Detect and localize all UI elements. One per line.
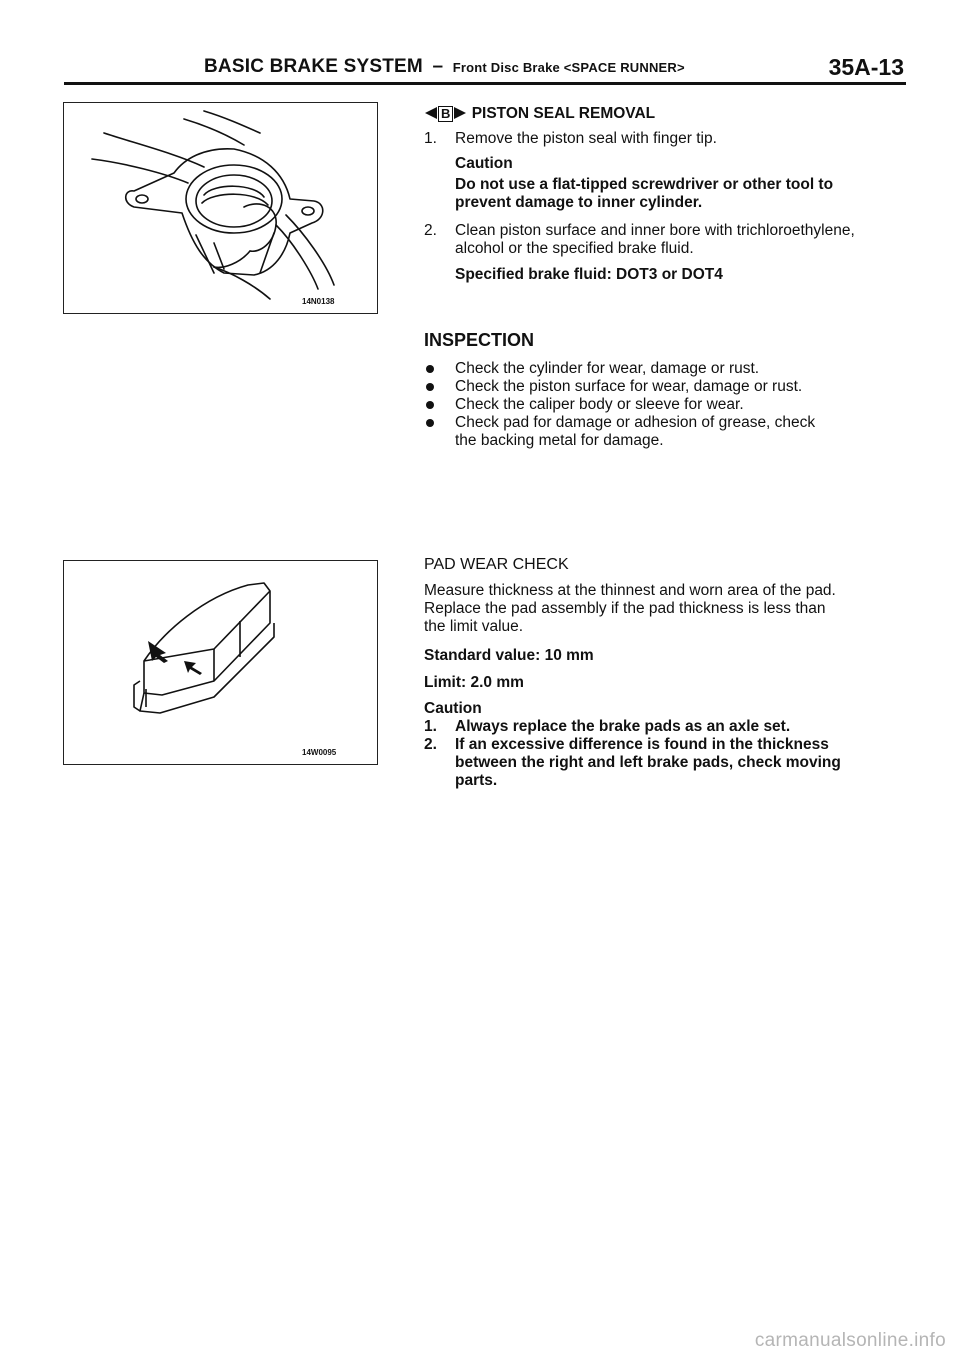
- triangle-right-icon: [453, 106, 467, 120]
- triangle-left-icon: [424, 106, 438, 120]
- brake-pad-illustration: [64, 561, 377, 764]
- page-number: 35A-13: [828, 54, 904, 80]
- piston-seal-title: PISTON SEAL REMOVAL: [471, 105, 656, 122]
- caution-text-1a: Do not use a flat-tipped screwdriver or other tool to: [455, 176, 834, 193]
- bullet-icon: [426, 383, 434, 391]
- pad-wear-heading: PAD WEAR CHECK: [424, 556, 569, 573]
- caution-2-item-2-c: parts.: [455, 772, 498, 789]
- pad-wear-line-2: Replace the pad assembly if the pad thickness is less than: [424, 600, 826, 617]
- header-dash: –: [432, 56, 444, 77]
- page-header: [64, 52, 904, 82]
- caution-2-item-2-b: between the right and left brake pads, check moving: [455, 754, 841, 771]
- caliper-illustration: [64, 103, 377, 313]
- piston-seal-heading: [424, 105, 655, 123]
- step-2-text-b: alcohol or the specified brake fluid.: [455, 240, 694, 257]
- inspection-item-1: Check the cylinder for wear, damage or rust.: [455, 360, 760, 377]
- header-title: [204, 56, 685, 78]
- figure-code-1: 14N0138: [302, 297, 335, 306]
- inspection-item-2: Check the piston surface for wear, damage or rust.: [455, 378, 803, 395]
- inspection-heading: INSPECTION: [424, 330, 535, 350]
- bullet-icon: [426, 401, 434, 409]
- step-1-text: Remove the piston seal with finger tip.: [455, 130, 717, 147]
- caution-2-item-1-number: 1.: [424, 718, 437, 735]
- standard-value: Standard value: 10 mm: [424, 647, 594, 664]
- step-1-number: 1.: [424, 130, 437, 147]
- caution-label-2: Caution: [424, 700, 482, 717]
- figure-piston-seal: [63, 102, 378, 314]
- step-2-text-a: Clean piston surface and inner bore with trichloroethylene,: [455, 222, 855, 239]
- header-section: BASIC BRAKE SYSTEM: [204, 56, 423, 77]
- caution-2-item-2-number: 2.: [424, 736, 437, 753]
- right-arrow-icon: [184, 661, 202, 675]
- caution-2-item-1: Always replace the brake pads as an axle set.: [455, 718, 791, 735]
- header-subtitle: Front Disc Brake <SPACE RUNNER>: [452, 60, 685, 75]
- figure-code-2: 14W0095: [302, 748, 337, 757]
- bullet-icon: [426, 365, 434, 373]
- step-2-number: 2.: [424, 222, 437, 239]
- inspection-item-3: Check the caliper body or sleeve for wear.: [455, 396, 744, 413]
- inspection-item-4-cont: the backing metal for damage.: [455, 432, 664, 449]
- bullet-icon: [426, 419, 434, 427]
- header-rule: [64, 82, 906, 85]
- figure-brake-pad: [63, 560, 378, 765]
- caution-label-1: Caution: [455, 155, 513, 172]
- pad-wear-line-1: Measure thickness at the thinnest and worn area of the pad.: [424, 582, 836, 599]
- caution-text-1b: prevent damage to inner cylinder.: [455, 194, 703, 211]
- marker-letter: B: [438, 106, 453, 122]
- inspection-item-4: Check pad for damage or adhesion of grease, check: [455, 414, 816, 431]
- pad-wear-line-3: the limit value.: [424, 618, 524, 635]
- limit-value: Limit: 2.0 mm: [424, 674, 524, 691]
- watermark: carmanualsonline.info: [754, 1330, 946, 1351]
- caution-2-item-2-a: If an excessive difference is found in the thickness: [455, 736, 829, 753]
- specified-fluid: Specified brake fluid: DOT3 or DOT4: [455, 266, 723, 283]
